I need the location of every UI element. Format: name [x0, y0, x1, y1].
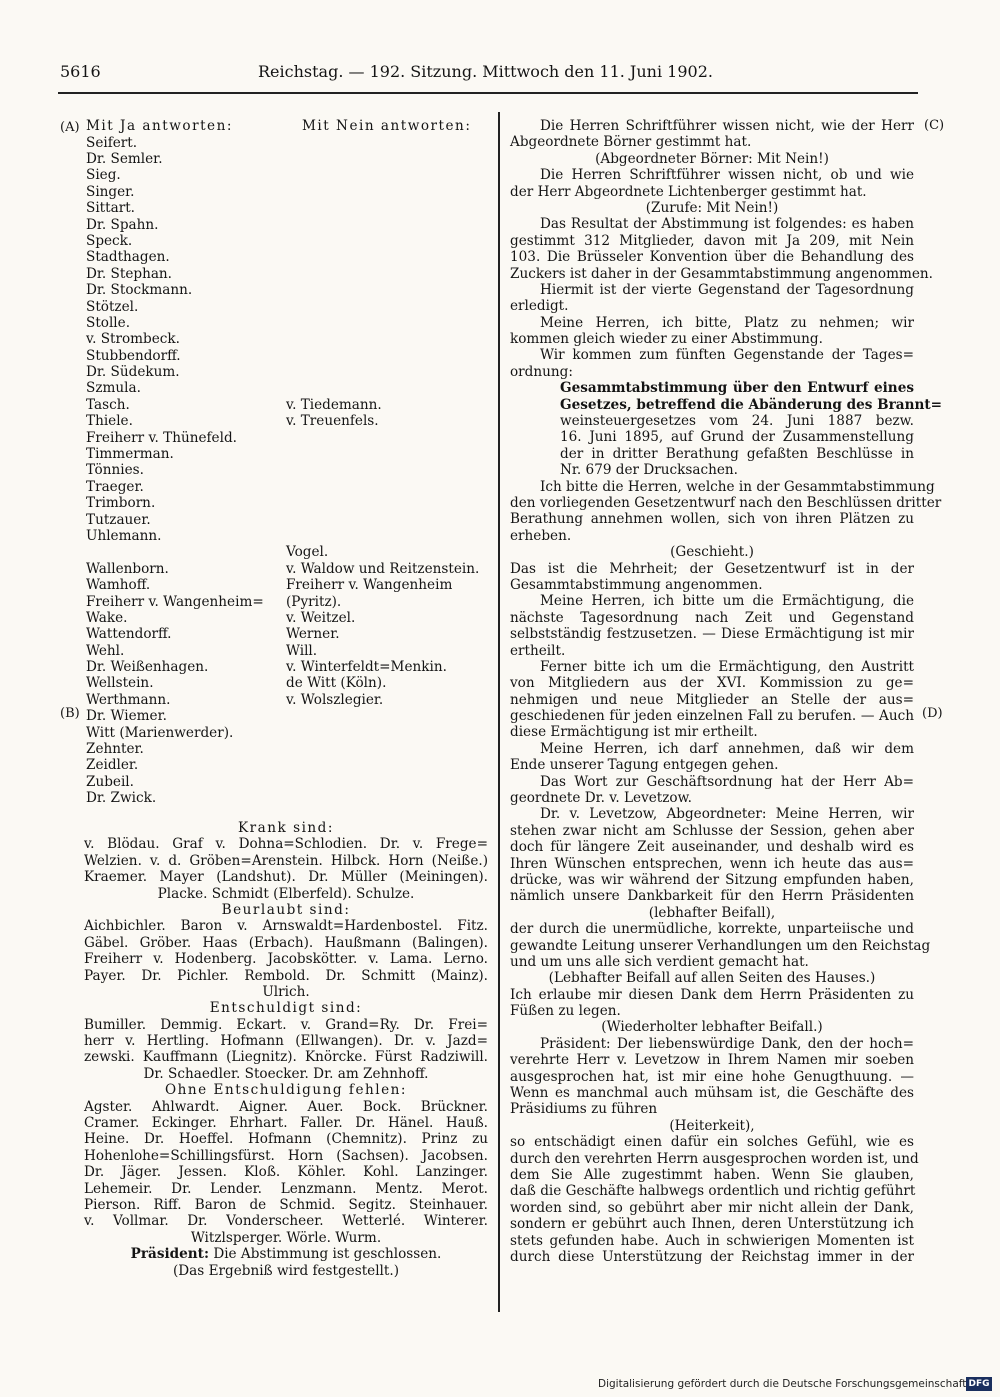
nein-member: v. Weitzel. — [286, 609, 356, 626]
text-line: Präsident: Der liebenswürdige Dank, den der hoch= — [540, 1035, 914, 1052]
ja-member: Wellstein. — [86, 675, 154, 692]
ja-member: Dr. Stephan. — [86, 265, 173, 282]
text-line: (Wiederholter lebhafter Beifall.) — [601, 1019, 823, 1036]
text-line: Das Resultat der Abstimmung ist folgendes: es haben — [540, 216, 914, 233]
entschuldigt-line: Bumiller. Demmig. Eckart. v. Grand=Ry. Dr. Frei= — [84, 1016, 488, 1033]
closing-speaker: Präsident: — [130, 1246, 209, 1263]
ja-member: Dr. Südekum. — [86, 364, 180, 381]
text-line: (Zurufe: Mit Nein!) — [645, 199, 779, 216]
text-line: Wir kommen zum fünften Gegenstande der Tages= — [540, 347, 914, 364]
text-line: geschiedenen für jeden einzelnen Fall zu berufen. — Auch — [510, 708, 914, 725]
running-header: Reichstag. — 192. Sitzung. Mittwoch den 11. Juni 1902. — [258, 62, 713, 81]
margin-marker-a: (A) — [60, 120, 80, 135]
nein-member: v. Wolszlegier. — [286, 691, 384, 708]
nein-member — [286, 266, 491, 282]
text-line: erheben. — [510, 527, 572, 544]
ja-member: Werthmann. — [86, 691, 171, 708]
ja-member: Szmula. — [86, 380, 141, 397]
text-line: daß die Geschäfte halbwegs ordentlich und richtig geführt — [510, 1183, 916, 1200]
ja-member: Dr. Wiemer. — [86, 708, 167, 725]
ja-member: Wattendorff. — [86, 626, 172, 643]
nein-member — [286, 184, 491, 200]
krank-heading: Krank sind: — [238, 820, 334, 836]
ja-list — [86, 135, 286, 807]
text-line: durch den verehrten Herrn ausgesprochen worden ist, und — [510, 1150, 919, 1167]
closing-statement — [84, 1246, 488, 1262]
nein-list — [286, 135, 491, 709]
beurlaubt-heading: Beurlaubt sind: — [221, 901, 351, 918]
ja-member: Timmerman. — [86, 446, 174, 463]
nein-member — [286, 446, 491, 462]
ja-member: Speck. — [86, 232, 133, 249]
text-line: der in dritter Berathung gefaßten Beschlüsse in — [560, 445, 914, 462]
nein-member: v. Waldow und Reitzenstein. — [286, 560, 480, 577]
nein-member — [286, 249, 491, 265]
text-line: Meine Herren, ich darf annehmen, daß wir dem — [540, 740, 914, 757]
ja-member: Zeidler. — [86, 757, 139, 774]
text-line: Die Herren Schriftführer wissen nicht, wie der Herr — [540, 118, 914, 134]
ohne-line: Cramer. Eckinger. Ehrhart. Faller. Dr. Hänel. Hauß. — [84, 1115, 488, 1132]
ja-member: Wehl. — [86, 642, 125, 659]
nein-member — [286, 299, 491, 315]
text-line: (lebhafter Beifall), — [648, 904, 776, 921]
text-line: worden sind, so gebührt aber mir nicht allein der Dank, — [510, 1199, 914, 1216]
text-line: Gesammtabstimmung angenommen. — [510, 576, 763, 593]
text-line: drücke, was wir während der Sitzung empfunden haben, — [510, 871, 914, 888]
ja-member: Uhlemann. — [86, 527, 162, 544]
text-line: von Mitgliedern aus der XVI. Kommission zu ge= — [510, 675, 914, 692]
text-line: der durch die unermüdliche, korrekte, unparteiische und — [510, 921, 914, 938]
nein-member — [286, 135, 491, 151]
text-line: so entschädigt einen dafür ein solches Gefühl, wie es — [510, 1134, 914, 1151]
ja-heading: Mit Ja antworten: — [86, 118, 233, 134]
ohne-heading: Ohne Entschuldigung fehlen: — [165, 1082, 407, 1099]
text-line: erledigt. — [510, 298, 569, 315]
text-line: gewandte Leitung unserer Verhandlungen um den Reichstag — [510, 937, 931, 954]
beurlaubt-line: Aichbichler. Baron v. Arnswaldt=Hardenbostel. Fitz. — [84, 918, 488, 935]
beurlaubt-line: Ulrich. — [262, 983, 310, 1000]
entschuldigt-line: herr v. Hertling. Hofmann (Ellwangen). Dr. v. Jazd= — [84, 1033, 488, 1050]
ja-member: Dr. Weißenhagen. — [86, 659, 209, 676]
text-line: selbstständig festzusetzen. — Diese Ermächtigung ist mir — [510, 626, 914, 643]
margin-marker-d: (D) — [922, 706, 943, 721]
ja-member: Stadthagen. — [86, 249, 170, 266]
text-line: doch für längere Zeit auseinander, und deshalb wird es — [510, 839, 914, 856]
text-line: Ich bitte die Herren, welche in der Gesammtabstimmung — [540, 478, 935, 495]
krank-line: v. Blödau. Graf v. Dohna=Schlodien. Dr. v. Frege= — [84, 836, 488, 853]
text-line: der Herr Abgeordnete Lichtenberger gestimmt hat. — [510, 183, 867, 200]
ja-member: Wake. — [86, 609, 128, 626]
text-line: sondern er gebührt auch Ihnen, deren Unterstützung ich — [510, 1216, 914, 1233]
nein-member: v. Treuenfels. — [286, 413, 379, 430]
text-line: 16. Juni 1895, auf Grund der Zusammenstellung — [560, 429, 914, 446]
text-line: (Lebhafter Beifall auf allen Seiten des Hauses.) — [548, 970, 876, 987]
ohne-line: Lehemeir. Dr. Lender. Lenzmann. Mentz. Merot. — [84, 1180, 488, 1197]
beurlaubt-line: Payer. Dr. Pichler. Rembold. Dr. Schmitt (Mainz). — [84, 967, 488, 984]
text-line: Zuckers ist daher in der Gesammtabstimmung angenommen. — [510, 265, 933, 282]
nein-member — [286, 462, 491, 478]
footer-credit: Digitalisierung gefördert durch die Deutsche Forschungsgemeinschaft — [598, 1378, 967, 1390]
text-line: Ferner bitte ich um die Ermächtigung, den Austritt — [540, 658, 914, 675]
text-line: 103. Die Brüsseler Konvention über die Behandlung des — [510, 249, 914, 266]
nein-member: Vogel. — [286, 544, 329, 561]
krank-line: Placke. Schmidt (Elberfeld). Schulze. — [157, 885, 415, 902]
ja-member: Tutzauer. — [86, 511, 151, 528]
ja-member: Singer. — [86, 183, 135, 200]
text-line: Das Wort zur Geschäftsordnung hat der Herr Ab= — [540, 773, 914, 790]
nein-member — [286, 282, 491, 298]
text-line: Nr. 679 der Drucksachen. — [560, 462, 738, 479]
text-line: nächste Tagesordnung nach Zeit und Gegenstand — [510, 609, 914, 626]
beurlaubt-line: Freiherr v. Hodenberg. Jacobskötter. v. Lama. Lerno. — [84, 951, 488, 968]
column-divider — [498, 112, 500, 1312]
nein-member — [286, 233, 491, 249]
text-line: durch diese Unterstützung der Reichstag immer in der — [510, 1248, 914, 1265]
margin-marker-b: (B) — [60, 706, 80, 721]
text-line: Die Herren Schriftführer wissen nicht, ob und wie — [540, 167, 914, 184]
ohne-line: Witzlsperger. Wörle. Wurm. — [190, 1229, 382, 1246]
ohne-line: Hohenlohe=Schillingsfürst. Horn (Sachsen). Jacobsen. — [84, 1147, 488, 1164]
text-line: diese Ermächtigung ist mir ertheilt. — [510, 724, 758, 741]
nein-member: v. Tiedemann. — [286, 396, 382, 413]
ohne-line: v. Vollmar. Dr. Vonderscheer. Wetterlé. Winterer. — [84, 1213, 488, 1230]
text-line: stets gefunden habe. Auch in schwierigen Momenten ist — [510, 1232, 914, 1249]
ja-member: Stolle. — [86, 314, 131, 331]
ja-member: Sittart. — [86, 200, 135, 217]
nein-member — [286, 495, 491, 511]
nein-member — [286, 151, 491, 167]
ja-member: Zubeil. — [86, 773, 134, 790]
nein-member: Werner. — [286, 626, 340, 643]
text-line: den vorliegenden Gesetzentwurf nach den Beschlüssen dritter — [510, 494, 942, 511]
nein-member — [286, 348, 491, 364]
ja-member: Freiherr v. Thünefeld. — [86, 429, 237, 446]
text-line: Präsidiums zu führen — [510, 1101, 658, 1118]
text-line: Ihren Wünschen entsprechen, wenn ich heute das aus= — [510, 855, 914, 872]
margin-marker-c: (C) — [924, 118, 945, 133]
entschuldigt-line: Dr. Schaedler. Stoecker. Dr. am Zehnhoff. — [143, 1065, 429, 1082]
text-line: ertheilt. — [510, 642, 566, 659]
nein-member — [286, 380, 491, 396]
nein-member — [286, 528, 491, 544]
text-line: Meine Herren, ich bitte um die Ermächtigung, die — [540, 593, 914, 610]
text-line: nehmigen und neue Mitglieder an Stelle der aus= — [510, 691, 914, 708]
text-line: weinsteuergesetzes vom 24. Juni 1887 bezw. — [560, 413, 914, 430]
text-line: Wenn es manchmal auch mühsam ist, die Geschäfte des — [510, 1085, 914, 1102]
ohne-line: Pierson. Riff. Baron de Schmid. Segitz. Steinhauer. — [84, 1196, 488, 1213]
ja-member: Stötzel. — [86, 298, 139, 315]
ja-member: Tönnies. — [86, 462, 144, 479]
text-line: verehrte Herr v. Levetzow in Ihrem Namen mir soeben — [510, 1052, 914, 1069]
closing-note: (Das Ergebniß wird festgestellt.) — [172, 1262, 399, 1279]
text-line: und um uns alle sich verdient gemacht hat. — [510, 953, 809, 970]
nein-member — [286, 364, 491, 380]
ja-member: Trimborn. — [86, 495, 156, 512]
right-column — [510, 118, 943, 1265]
dfg-logo: DFG — [966, 1377, 992, 1391]
nein-member: v. Winterfeldt=Menkin. — [286, 659, 447, 676]
nein-member — [286, 331, 491, 347]
ja-member: Wallenborn. — [86, 560, 169, 577]
ja-member: Traeger. — [86, 478, 144, 495]
nein-member — [286, 217, 491, 233]
ja-member: Stubbendorff. — [86, 347, 181, 364]
nein-member — [286, 315, 491, 331]
text-line: dem Sie Alle zugestimmt haben. Wenn Sie glauben, — [510, 1167, 914, 1183]
nein-member: Will. — [286, 642, 318, 659]
text-line: Abgeordnete Börner gestimmt hat. — [510, 134, 752, 151]
text-line: nämlich unsere Dankbarkeit für den Herrn Präsidenten — [510, 888, 914, 905]
ja-member: Dr. Stockmann. — [86, 282, 193, 299]
nein-heading: Mit Nein antworten: — [302, 118, 472, 134]
nein-member: de Witt (Köln). — [286, 675, 387, 692]
ja-member: v. Strombeck. — [86, 331, 180, 348]
nein-member: Freiherr v. Wangenheim — [286, 577, 453, 594]
ja-member: Dr. Spahn. — [86, 216, 159, 233]
text-line: Ende unserer Tagung entgegen gehen. — [510, 757, 779, 774]
text-line: Berathung annehmen wollen, sich von ihren Plätzen zu — [510, 511, 914, 528]
text-line: Füßen zu legen. — [510, 1003, 621, 1020]
text-line: ordnung: — [510, 363, 573, 380]
krank-line: Kraemer. Mayer (Landshut). Dr. Müller (Meiningen). — [84, 869, 488, 886]
ja-member: Sieg. — [86, 167, 121, 184]
krank-line: Welzien. v. d. Gröben=Arenstein. Hilbck. Horn (Neiße.) — [84, 852, 488, 869]
ja-member — [86, 544, 286, 560]
text-line: geordnete Dr. v. Levetzow. — [510, 790, 692, 807]
ohne-line: Agster. Ahlwardt. Aigner. Auer. Bock. Brückner. — [84, 1098, 488, 1115]
ohne-line: Heine. Dr. Hoeffel. Hofmann (Chemnitz). Prinz zu — [84, 1131, 488, 1148]
entschuldigt-line: zewski. Kauffmann (Liegnitz). Knörcke. Fürst Radziwill. — [84, 1049, 488, 1066]
text-line: (Abgeordneter Börner: Mit Nein!) — [595, 150, 829, 167]
ja-member: Zehnter. — [86, 741, 144, 758]
absentee-lists — [84, 820, 488, 1279]
text-line: Das ist die Mehrheit; der Gesetzentwurf ist in der — [510, 560, 914, 577]
ohne-line: Dr. Jäger. Jessen. Kloß. Köhler. Kohl. Lanzinger. — [84, 1164, 488, 1181]
text-line: ausgesprochen hat, ist mir eine hohe Genugthuung. — — [510, 1068, 914, 1085]
entschuldigt-heading: Entschuldigt sind: — [209, 1000, 363, 1017]
text-line: Meine Herren, ich bitte, Platz zu nehmen; wir — [540, 314, 914, 331]
closing-text: Die Abstimmung ist geschlossen. — [213, 1246, 442, 1263]
text-line: gestimmt 312 Mitglieder, davon mit Ja 209, mit Nein — [510, 232, 914, 249]
ja-member: Dr. Semler. — [86, 150, 163, 167]
nein-member — [286, 512, 491, 528]
nein-member — [286, 430, 491, 446]
text-line: Gesammtabstimmung über den Entwurf eines — [560, 380, 914, 397]
ja-member: Freiherr v. Wangenheim= — [86, 593, 264, 610]
nein-member — [286, 167, 491, 183]
ja-member: Seifert. — [86, 134, 138, 151]
nein-member — [286, 479, 491, 495]
text-line: Hiermit ist der vierte Gegenstand der Tagesordnung — [540, 281, 914, 298]
text-line: Ich erlaube mir diesen Dank dem Herrn Präsidenten zu — [510, 986, 914, 1003]
beurlaubt-line: Gäbel. Gröber. Haas (Erbach). Haußmann (Balingen). — [84, 934, 488, 951]
ja-member: Thiele. — [86, 413, 133, 430]
text-line: stehen zwar nicht am Schlusse der Session, gehen aber — [510, 822, 914, 839]
text-line: Dr. v. Levetzow, Abgeordneter: Meine Herren, wir — [540, 806, 914, 823]
text-line: (Geschieht.) — [670, 544, 754, 561]
header-rule — [58, 92, 918, 94]
ja-member: Tasch. — [86, 396, 130, 413]
nein-member — [286, 200, 491, 216]
text-line: (Heiterkeit), — [669, 1117, 755, 1134]
text-line: Gesetzes, betreffend die Abänderung des Brannt= — [560, 396, 943, 413]
ja-member: Witt (Marienwerder). — [86, 724, 234, 741]
ja-member: Dr. Zwick. — [86, 790, 157, 807]
nein-member: (Pyritz). — [286, 593, 342, 610]
text-line: kommen gleich wieder zu einer Abstimmung. — [510, 331, 823, 348]
ja-member: Wamhoff. — [86, 577, 151, 594]
page-number: 5616 — [60, 62, 101, 81]
